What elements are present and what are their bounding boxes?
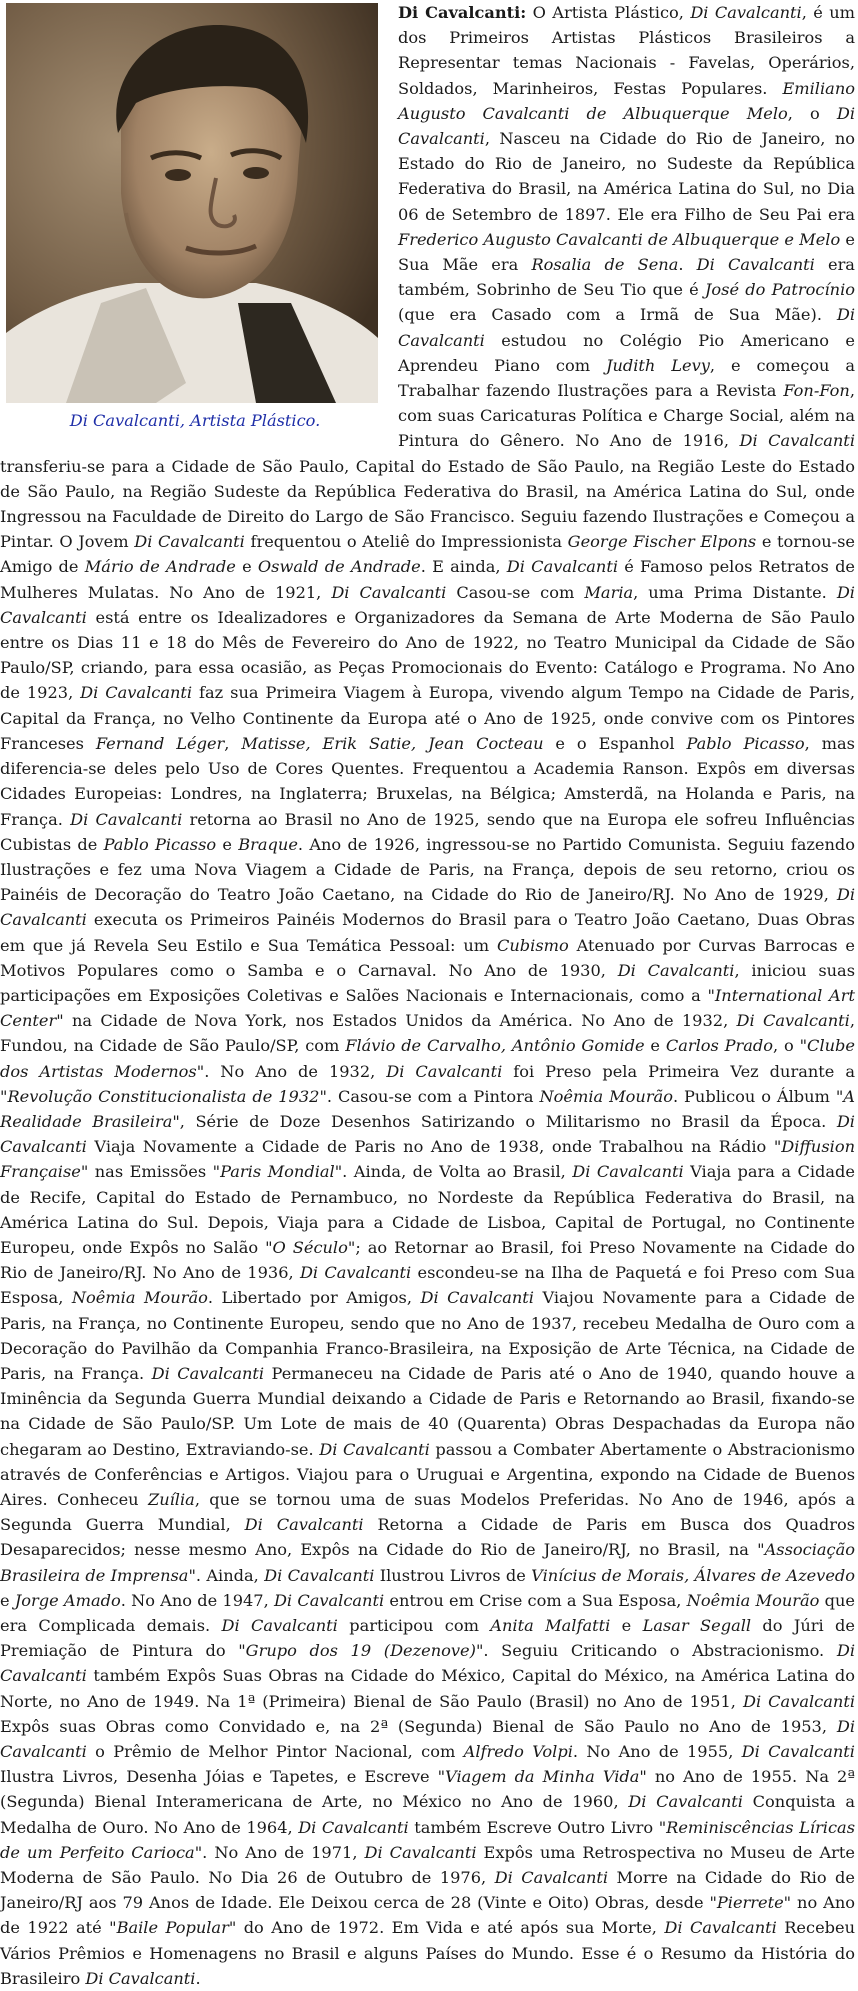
text-segment: , e começou a Trabalhar fazendo Ilustrações para a Revista — [398, 355, 855, 401]
italic-text-segment: Rosalia de Sena — [531, 255, 679, 275]
italic-text-segment: Di Cavalcanti — [319, 1439, 430, 1459]
text-segment: também Expôs Suas Obras na Cidade do México, Capital do México, na América Latina do Norte, no Ano de 1949. Na 1ª (Primeira) Bienal de São Paulo (Brasil) no Ano de 1951, — [0, 1666, 855, 1711]
text-segment: Viaja Novamente a Cidade de Paris no Ano de 1938, onde Trabalhou na Rádio — [86, 1137, 774, 1157]
italic-text-segment: "A Realidade Brasileira" — [0, 1086, 855, 1131]
text-segment: Morre na Cidade do Rio de Janeiro/RJ aos 79 Anos de Idade. Ele Deixou cerca de 28 (Vinte e Oito) Obras, desde — [0, 1868, 855, 1913]
text-segment: . Seguiu Criticando o Abstracionismo. — [483, 1641, 837, 1661]
italic-text-segment: José do Patrocínio — [704, 280, 855, 300]
italic-text-segment: Di Cavalcanti — [298, 1817, 409, 1837]
text-segment: Permaneceu na Cidade de Paris até o Ano de 1940, quando houve a Iminência da Segunda Guerra Mundial deixando a Cidade de Paris e Retornando ao Brasil, fixando-se na Cidade de São Paulo/SP. Um Lote de mais de 40 (Quarenta) Obras Despachadas da Europa não chegaram ao Destino, Extraviando-se. — [0, 1363, 855, 1459]
text-segment: . Ainda, — [195, 1565, 265, 1585]
italic-text-segment: Jorge Amado — [14, 1590, 121, 1610]
italic-text-segment: Braque — [238, 834, 298, 854]
text-segment: nas Emissões — [88, 1162, 213, 1182]
photo-caption: Di Cavalcanti, Artista Plástico. — [69, 411, 321, 430]
text-segment: , uma Prima Distante. — [633, 582, 837, 602]
text-segment: , o — [773, 1036, 800, 1056]
text-segment: executa os Primeiros Painéis Modernos do Brasil para o Teatro João Caetano, Duas Obras em que já Revela Seu Estilo e Sua Temática Pessoal: um — [0, 910, 855, 955]
text-segment: Expôs suas Obras como Convidado e, na 2ª (Segunda) Bienal de São Paulo no Ano de 1953, — [0, 1716, 837, 1736]
italic-text-segment: Pablo Picasso — [686, 733, 805, 753]
text-segment: no Ano de 1955. Na 2ª (Segunda) Bienal Interamericana de Arte, no México no Ano de 1960, — [0, 1767, 855, 1812]
italic-text-segment: Noêmia Mourão — [686, 1590, 820, 1610]
italic-text-segment: Di Cavalcanti — [736, 1011, 850, 1031]
text-segment: estudou no Colégio Pio Americano e Aprendeu Piano com — [398, 330, 855, 375]
italic-text-segment: Zuília — [147, 1489, 195, 1509]
text-segment: . No Ano de 1947, — [120, 1590, 274, 1610]
text-segment: Recebeu Vários Prêmios e Homenagens no Brasil e alguns Países do Mundo. Esse é o Resumo da História do Brasileiro — [0, 1918, 856, 1988]
italic-text-segment: Noêmia Mourão — [71, 1288, 208, 1308]
text-segment: Casou-se com — [446, 582, 585, 602]
text-segment: O Artista Plástico, — [526, 3, 691, 22]
italic-text-segment: Noêmia Mourão — [539, 1086, 673, 1106]
text-segment: , — [224, 733, 242, 753]
text-segment: do Júri de Premiação de Pintura do — [0, 1616, 856, 1661]
text-segment: Ilustrou Livros de — [374, 1565, 532, 1585]
italic-text-segment: Di Cavalcanti — [506, 557, 619, 577]
italic-text-segment: "International Art Center" — [0, 985, 855, 1031]
italic-text-segment: "Baile Popular" — [109, 1918, 237, 1938]
italic-text-segment: Fon-Fon — [783, 381, 850, 401]
italic-text-segment: Emiliano Augusto Cavalcanti de Albuquerque Melo — [398, 78, 855, 123]
italic-text-segment: Di Cavalcanti — [85, 1968, 196, 1988]
italic-text-segment: Di Cavalcanti — [0, 582, 855, 627]
text-segment: . Ano de 1926, ingressou-se no Partido Comunista. Seguiu fazendo Ilustrações e fez uma Nova Viagem a Cidade de Paris, na França, depois de seu retorno, criou os Painéis de Decoração do Teatro João Caetano, na Cidade do Rio de Janeiro/RJ. No Ano de 1929, — [0, 834, 856, 905]
italic-text-segment: "Pierrete" — [709, 1893, 792, 1913]
text-segment: . Casou-se com a Pintora — [326, 1086, 540, 1106]
text-segment: , iniciou suas participações em Exposições Coletivas e Salões Nacionais e Internacionais, como a — [0, 960, 856, 1005]
italic-text-segment: "Diffusion Française" — [0, 1137, 855, 1182]
text-segment: . Libertado por Amigos, — [207, 1288, 421, 1308]
italic-text-segment: "Paris Mondial" — [212, 1162, 343, 1182]
text-segment: , com suas Caricaturas Política e Charge Social, além na Pintura do Gênero. No Ano de 1916, — [398, 381, 855, 451]
text-segment: e — [216, 834, 239, 854]
text-segment: entrou em Crise com a Sua Esposa, — [384, 1590, 687, 1610]
text-segment: é Famoso pelos Retratos de Mulheres Mulatas. No Ano de 1921, — [0, 557, 856, 602]
italic-text-segment: Di Cavalcanti — [151, 1363, 265, 1383]
text-segment: e — [0, 1590, 15, 1610]
text-segment: , Fundou, na Cidade de São Paulo/SP, com — [0, 1011, 855, 1056]
italic-text-segment: Di Cavalcanti — [664, 1918, 777, 1938]
italic-text-segment: Di Cavalcanti — [386, 1061, 503, 1081]
italic-text-segment: Di Cavalcanti — [273, 1590, 385, 1610]
text-segment: escondeu-se na Ilha de Paquetá e foi Preso com Sua Esposa, — [0, 1263, 856, 1308]
italic-text-segment: Anita Malfatti — [490, 1616, 611, 1635]
italic-text-segment: Vinícius de Morais, Álvares de Azevedo — [531, 1565, 856, 1585]
text-segment: (que era Casado com a Irmã de Sua Mãe). — [398, 305, 837, 325]
italic-text-segment: Di Cavalcanti — [0, 885, 855, 930]
italic-text-segment: Di Cavalcanti — [494, 1868, 609, 1888]
italic-text-segment: "O Século" — [265, 1237, 356, 1257]
italic-text-segment: Alfredo Volpi — [463, 1742, 573, 1762]
text-segment: . No Ano de 1971, — [202, 1842, 365, 1862]
italic-text-segment: Mário de Andrade — [84, 557, 236, 577]
text-segment: transferiu-se para a Cidade de São Paulo, Capital do Estado de São Paulo, na Região Leste do Estado de São Paulo, na Região Sudeste da República Federativa do Brasil, na América Latina do Sul, onde Ingressou na Faculdade de Direito do Largo de São Francisco. Seguiu fazendo Ilustrações e Começou a Pintar. O Jovem — [0, 456, 855, 552]
text-segment: , o — [787, 103, 837, 123]
italic-text-segment: "Clube dos Artistas Modernos" — [0, 1036, 855, 1081]
text-segment: e o Espanhol — [543, 733, 687, 753]
text-segment: Ilustra Livros, Desenha Jóias e Tapetes, e Escreve — [0, 1767, 438, 1787]
italic-text-segment: Cubismo — [496, 935, 569, 955]
text-segment: está entre os Idealizadores e Organizadores da Semana de Arte Moderna de São Paulo entre os Dias 11 e 18 do Mês de Fevereiro do Ano de 1922, no Teatro Municipal da Cidade de São Paulo/SP, criando, para essa ocasião, as Peças Promocionais do Evento: Catálogo e Programa. No Ano de 1923, — [0, 607, 855, 703]
italic-text-segment: "Viagem da Minha Vida" — [437, 1767, 647, 1787]
italic-text-segment: Di Cavalcanti — [331, 582, 447, 602]
text-segment: e — [235, 557, 258, 577]
text-segment: , Nasceu na Cidade do Rio de Janeiro, no Estado do Rio de Janeiro, no Sudeste da República Federativa do Brasil, na América Latina do Sul, no Dia 06 de Setembro de 1897. Ele era Filho de Seu Pai era — [398, 129, 855, 224]
italic-text-segment: Di Cavalcanti — [364, 1842, 477, 1862]
italic-text-segment: Di Cavalcanti — [739, 431, 855, 451]
italic-text-segment: Di Cavalcanti — [398, 305, 855, 350]
text-segment: passou a Combater Abertamente o Abstracionismo através de Conferências e Artigos. Viajou para o Uruguai e Argentina, expondo na Cidade de Buenos Aires. Conheceu — [0, 1439, 856, 1509]
text-segment: na Cidade de Nova York, nos Estados Unidos da América. No Ano de 1932, — [63, 1011, 737, 1031]
portrait-photo — [6, 3, 378, 403]
italic-text-segment: "Grupo dos 19 (Dezenove)" — [238, 1641, 484, 1661]
italic-text-segment: Di Cavalcanti — [70, 809, 183, 829]
italic-text-segment: Di Cavalcanti — [742, 1691, 855, 1711]
italic-text-segment: Flávio de Carvalho, Antônio Gomide — [345, 1036, 645, 1056]
italic-text-segment: Di Cavalcanti — [0, 1716, 855, 1762]
text-segment: . No Ano de 1932, — [204, 1061, 387, 1081]
italic-text-segment: Di Cavalcanti — [420, 1288, 534, 1308]
italic-text-segment: Judith Levy — [605, 355, 710, 375]
text-segment: , que se tornou uma de suas Modelos Preferidas. No Ano de 1946, após a Segunda Guerra Mundial, — [0, 1489, 855, 1535]
text-segment: , Série de Doze Desenhos Satirizando o Militarismo no Brasil da Época. — [179, 1111, 837, 1131]
text-segment: retorna ao Brasil no Ano de 1925, sendo que na Europa ele sofreu Influências Cubistas de — [0, 809, 855, 854]
italic-text-segment: Di Cavalcanti — [299, 1263, 412, 1283]
text-segment: . E ainda, — [420, 557, 507, 577]
italic-text-segment: Lasar Segall — [642, 1616, 752, 1635]
italic-text-segment: Di Cavalcanti — [690, 3, 802, 22]
italic-text-segment: Di Cavalcanti — [741, 1742, 855, 1762]
italic-text-segment: Di Cavalcanti — [696, 255, 815, 275]
italic-text-segment: Di Cavalcanti — [264, 1565, 375, 1585]
italic-text-segment: Di Cavalcanti — [572, 1162, 684, 1182]
text-segment: . — [195, 1968, 201, 1988]
text-segment: , mas diferencia-se deles pelo Uso de Cores Quentes. Frequentou a Academia Ranson. Expôs em diversas Cidades Europeias: Londres, na Inglaterra; Bruxelas, na Bélgica; Amsterdã, na Holanda e Paris, na França. — [0, 733, 855, 829]
text-segment: foi Preso pela Primeira Vez durante a — [502, 1061, 855, 1081]
text-segment: o Prêmio de Melhor Pintor Nacional, com — [86, 1742, 464, 1762]
text-segment: ; ao Retornar ao Brasil, foi Preso Novamente na Cidade do Rio de Janeiro/RJ. No Ano de 1936, — [0, 1237, 855, 1283]
text-segment: faz sua Primeira Viagem à Europa, vivendo algum Tempo na Cidade de Paris, Capital da França, no Velho Continente da Europa até o Ano de 1925, onde convive com os Pintores Franceses — [0, 683, 856, 753]
text-segment: participou com — [337, 1616, 491, 1635]
italic-text-segment: Di Cavalcanti — [134, 532, 245, 552]
text-segment: que era Complicada demais. — [0, 1590, 855, 1635]
italic-text-segment: Di Cavalcanti — [617, 960, 735, 980]
italic-text-segment: Di Cavalcanti — [244, 1515, 364, 1535]
text-segment: e — [610, 1616, 643, 1635]
italic-text-segment: "Associação Brasileira de Imprensa" — [0, 1540, 855, 1585]
text-segment: era também, Sobrinho de Seu Tio que é — [398, 255, 855, 300]
italic-text-segment: Frederico Augusto Cavalcanti de Albuquerque e Melo — [398, 229, 841, 249]
italic-text-segment: Pablo Picasso — [103, 834, 217, 854]
text-segment: e — [644, 1036, 666, 1056]
italic-text-segment: Di Cavalcanti — [628, 1792, 743, 1812]
text-segment: Viaja para a Cidade de Recife, Capital do Estado de Pernambuco, no Nordeste da República Federativa do Brasil, na América Latina do Sul. Depois, Viaja para a Cidade de Lisboa, Capital de Portugal, no Continente Europeu, onde Expôs no Salão — [0, 1162, 856, 1257]
text-segment: e Sua Mãe era — [398, 229, 855, 275]
italic-text-segment: Oswald de Andrade — [257, 557, 421, 577]
text-segment: . Publicou o Álbum — [672, 1086, 836, 1106]
text-segment: Expôs uma Retrospectiva no Museu de Arte Moderna de São Paulo. No Dia 26 de Outubro de 1976, — [0, 1842, 856, 1888]
italic-text-segment: Di Cavalcanti — [398, 103, 855, 149]
italic-text-segment: George Fischer Elpons — [567, 532, 757, 552]
text-segment: Viajou Novamente para a Cidade de Paris, na França, no Continente Europeu, sendo que no Ano de 1937, recebeu Medalha de Ouro com a Decoração do Pavilhão da Companhia Franco-Brasileira, na Exposição de Arte Técnica, na Cidade de Paris, na França. — [0, 1288, 855, 1383]
text-segment: Retorna a Cidade de Paris em Busca dos Quadros Desaparecidos; nesse mesmo Ano, Expôs na Cidade do Rio de Janeiro/RJ, no Brasil, na — [0, 1515, 856, 1560]
text-segment: do Ano de 1972. Em Vida e até após sua Morte, — [236, 1918, 665, 1938]
text-segment: . — [678, 255, 697, 275]
portrait-figure — [0, 0, 390, 433]
text-segment: Atenuado por Curvas Barrocas e Motivos Populares como o Samba e o Carnaval. No Ano de 1930, — [0, 935, 855, 980]
text-segment: também Escreve Outro Livro — [408, 1817, 659, 1837]
text-segment: e tornou-se Amigo de — [0, 532, 855, 577]
text-segment: . No Ano de 1955, — [572, 1742, 742, 1762]
italic-text-segment: Fernand Léger — [95, 733, 225, 753]
text-segment: . Ainda, de Volta ao Brasil, — [342, 1162, 573, 1182]
italic-text-segment: Di Cavalcanti — [80, 683, 193, 703]
text-segment: no Ano de 1922 até — [0, 1893, 855, 1938]
italic-text-segment: Carlos Prado — [665, 1036, 774, 1056]
italic-text-segment: Di Cavalcanti — [0, 1641, 855, 1686]
italic-text-segment: Matisse, Erik Satie, Jean Cocteau — [241, 733, 544, 753]
italic-text-segment: Di Cavalcanti — [221, 1616, 338, 1635]
text-segment: , é um dos Primeiros Artistas Plásticos Brasileiros a Representar temas Nacionais - Favelas, Operários, Soldados, Marinheiros, Festas Populares. — [398, 3, 855, 98]
italic-text-segment: "Reminiscências Líricas de um Perfeito Carioca" — [0, 1817, 856, 1862]
italic-text-segment: Maria — [584, 582, 634, 602]
italic-text-segment: Di Cavalcanti — [0, 1111, 855, 1157]
text-segment: Conquista a Medalha de Ouro. No Ano de 1964, — [0, 1792, 855, 1837]
article-heading: Di Cavalcanti: — [398, 3, 527, 22]
italic-text-segment: "Revolução Constitucionalista de 1932" — [0, 1086, 327, 1106]
text-segment: frequentou o Ateliê do Impressionista — [244, 532, 568, 552]
